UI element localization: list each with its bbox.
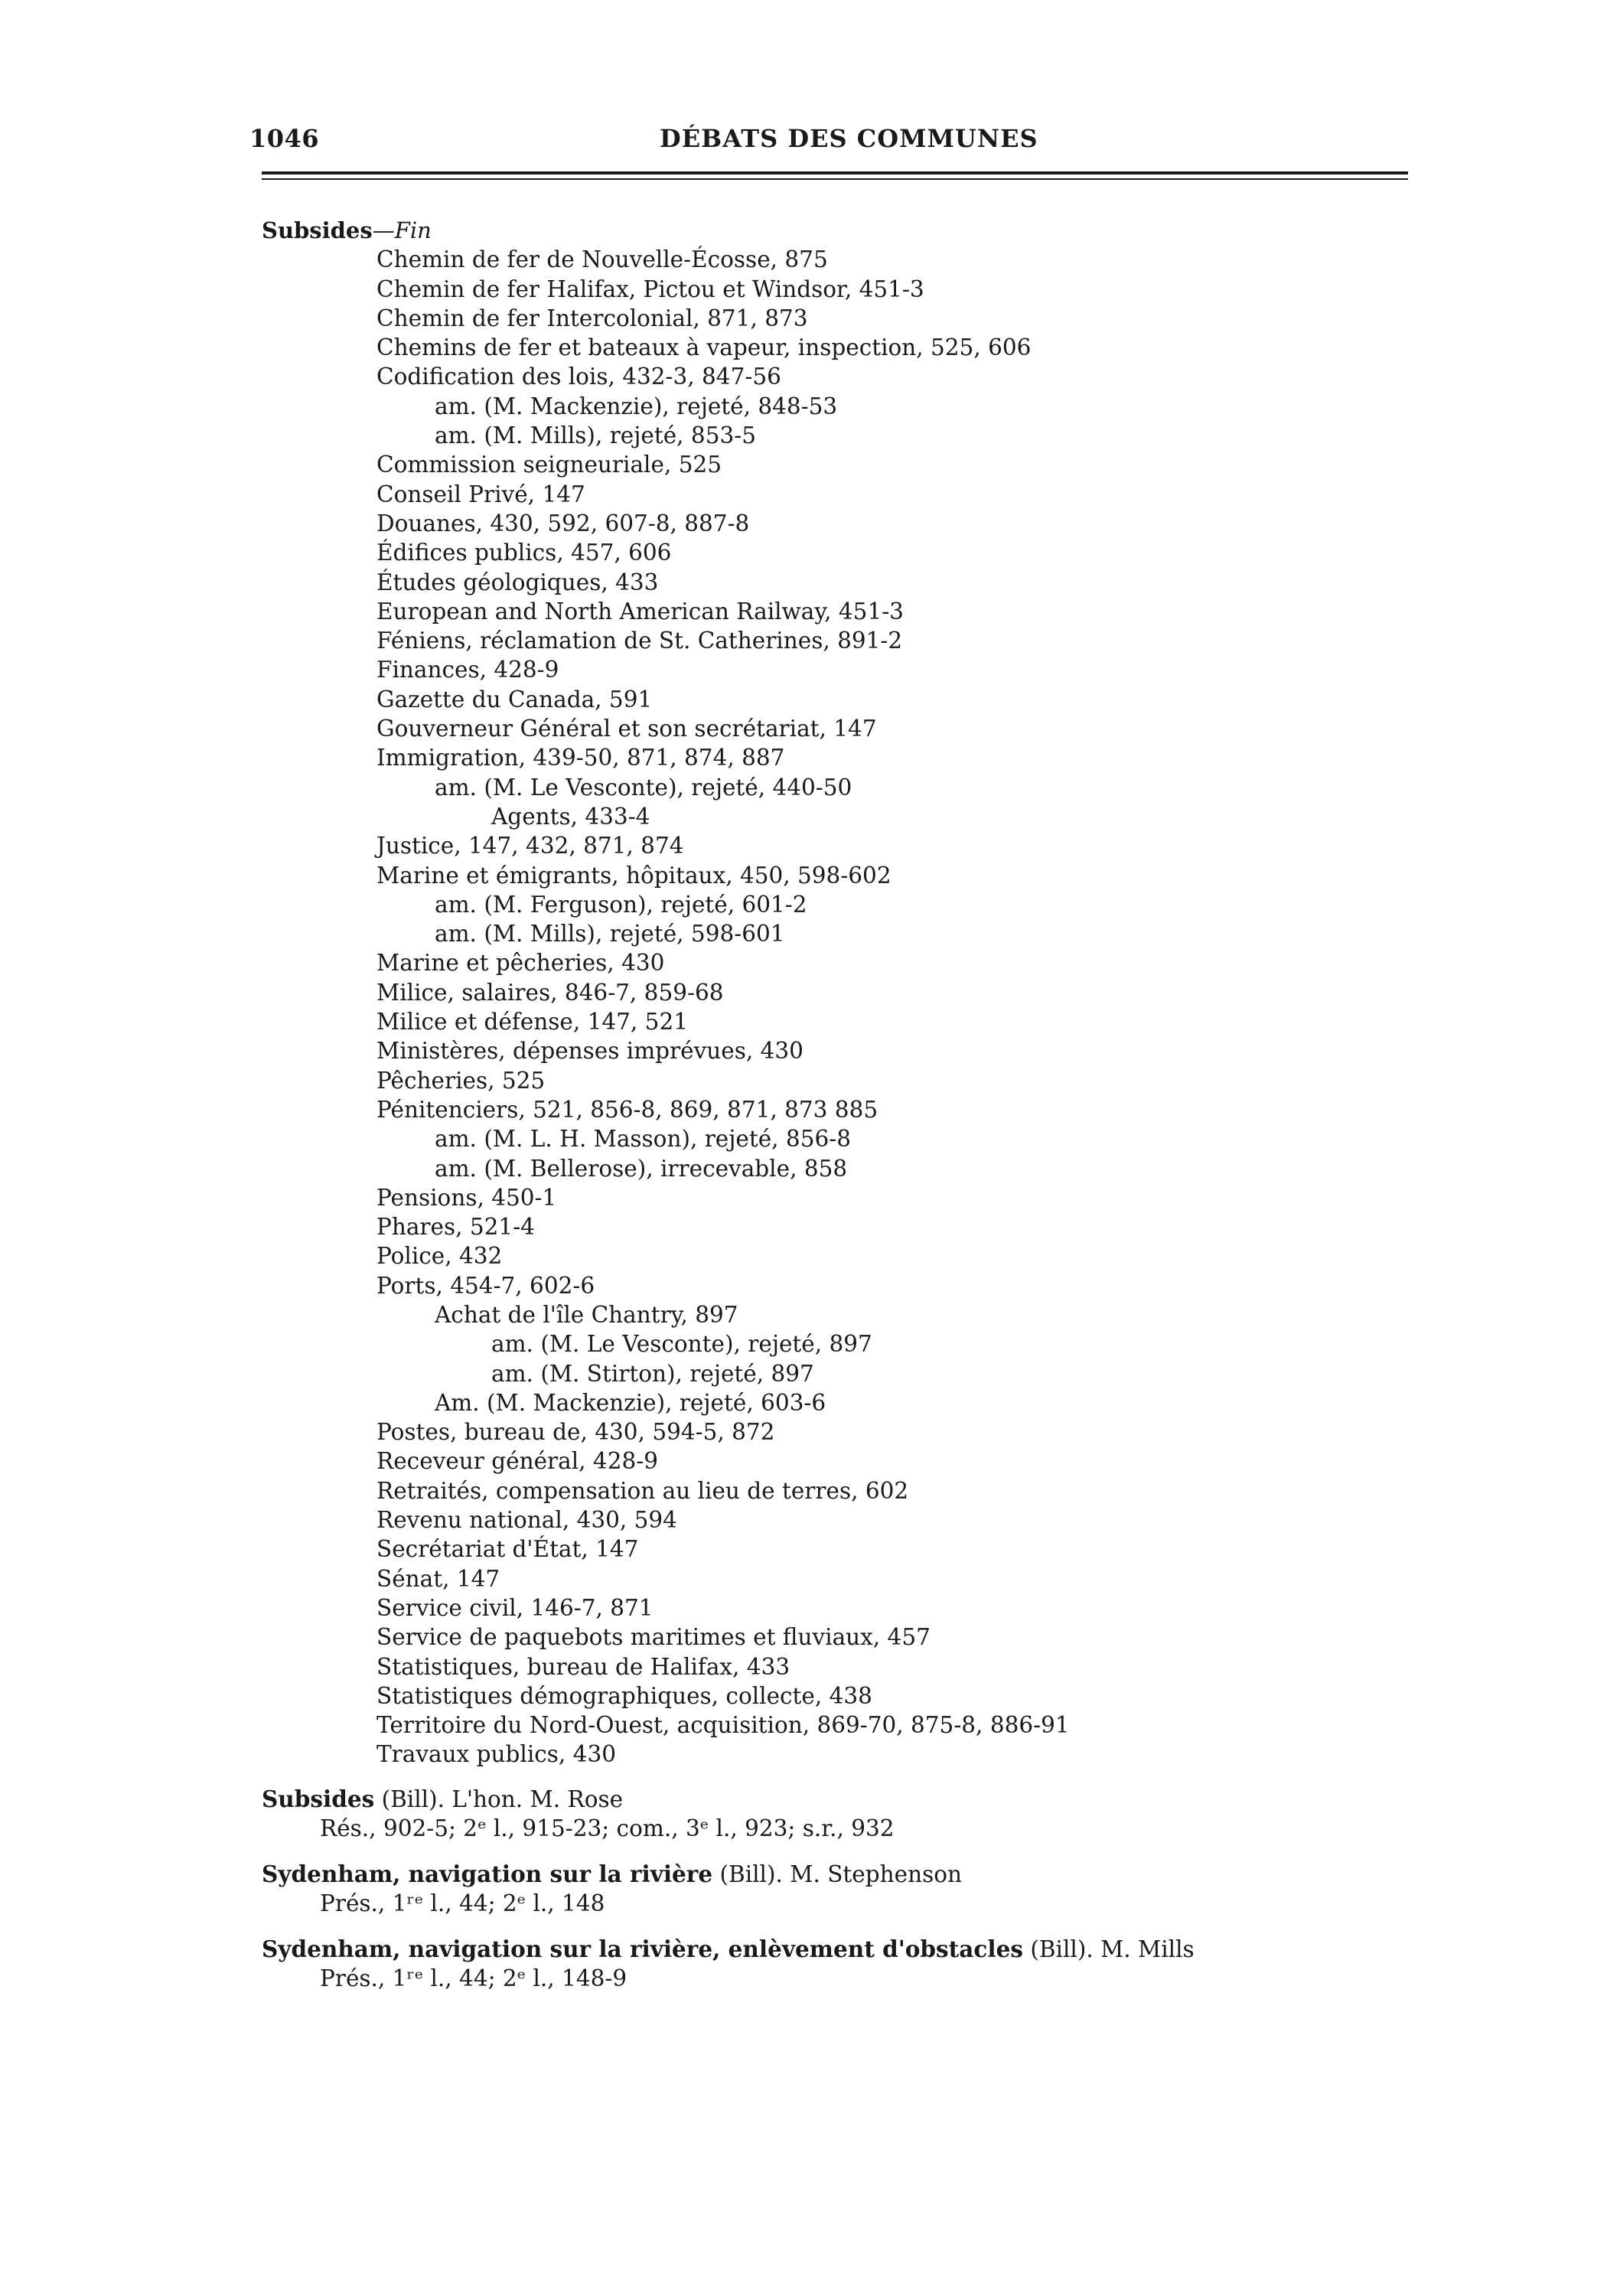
index-entry-sponsor: (Bill). M. Mills [1022,1936,1195,1962]
index-subentry: Travaux publics, 430 [376,1741,616,1768]
index-subentry: Pêcheries, 525 [376,1067,546,1094]
index-subentry: Service civil, 146-7, 871 [376,1594,654,1621]
index-subentry: European and North American Railway, 451-3 [376,598,904,625]
index-subentry: Chemin de fer Halifax, Pictou et Windsor, 451-3 [376,276,924,302]
index-entry [262,1935,1410,1993]
index-entry-sponsor: (Bill). L'hon. M. Rose [374,1786,624,1812]
index-subentry: Études géologiques, 433 [376,569,659,595]
index-body [262,216,1410,1993]
index-subentry: Phares, 521-4 [376,1214,535,1241]
index-subentry: Sénat, 147 [376,1565,500,1592]
index-subentry: Statistiques démographiques, collecte, 438 [376,1682,872,1709]
index-entry [262,1785,1410,1843]
index-subentry: am. (M. Mills), rejeté, 853-5 [435,422,756,449]
index-subentry: am. (M. Mills), rejeté, 598-601 [435,921,785,947]
index-subentry: Agents, 433-4 [491,803,650,830]
heading-continuation: —Fin [372,217,432,243]
index-subentry: Ministères, dépenses imprévues, 430 [376,1038,804,1065]
header-rule-thick [262,171,1408,174]
index-subentry: Am. (M. Mackenzie), rejeté, 603-6 [435,1389,826,1416]
index-entry-head [262,1785,1410,1814]
index-subentry: Statistiques, bureau de Halifax, 433 [376,1653,790,1680]
index-subentry: am. (M. L. H. Masson), rejeté, 856-8 [435,1126,851,1153]
index-subentry: Finances, 428-9 [376,657,559,683]
index-subentry: Chemin de fer de Nouvelle-Écosse, 875 [376,246,828,273]
index-subentry: Pensions, 450-1 [376,1184,557,1211]
subsides-subentries [262,245,1410,1769]
index-subentry: Gouverneur Général et son secrétariat, 147 [376,716,877,742]
index-subentry: Service de paquebots maritimes et fluviaux, 457 [376,1624,931,1651]
index-subentry: am. (M. Mackenzie), rejeté, 848-53 [435,393,838,419]
index-entry-title: Subsides [262,1785,375,1812]
index-subentry: Chemins de fer et bateaux à vapeur, inspection, 525, 606 [376,334,1032,361]
index-subentry: Pénitenciers, 521, 856-8, 869, 871, 873 885 [376,1096,878,1123]
index-subentry: Postes, bureau de, 430, 594-5, 872 [376,1419,775,1446]
index-entry-references: Prés., 1ʳᵉ l., 44; 2ᵉ l., 148 [320,1890,605,1916]
index-subentry: am. (M. Le Vesconte), rejeté, 440-50 [435,774,852,801]
index-subentry: Immigration, 439-50, 871, 874, 887 [376,745,785,771]
header-rule-thin [262,178,1408,180]
index-subentry: am. (M. Bellerose), irrecevable, 858 [435,1155,848,1182]
index-subentry: am. (M. Ferguson), rejeté, 601-2 [435,891,807,918]
running-head: DÉBATS DES COMMUNES [660,124,1038,153]
index-subentry: Féniens, réclamation de St. Catherines, 891-2 [376,628,903,654]
index-entry-head [262,1935,1410,1964]
index-heading-subsides [262,216,1410,245]
index-subentry: Marine et émigrants, hôpitaux, 450, 598-602 [376,862,892,889]
index-subentry: Commission seigneuriale, 525 [376,452,722,478]
index-subentry: Chemin de fer Intercolonial, 871, 873 [376,305,808,331]
index-subentry: Ports, 454-7, 602-6 [376,1272,595,1299]
index-subentry: Édifices publics, 457, 606 [376,540,672,566]
index-entry-sponsor: (Bill). M. Stephenson [712,1861,962,1887]
index-entry-head [262,1860,1410,1889]
index-entry [262,1860,1410,1918]
page-number: 1046 [249,124,320,153]
index-subentry: Receveur général, 428-9 [376,1448,658,1475]
index-entry-references: Prés., 1ʳᵉ l., 44; 2ᵉ l., 148-9 [320,1965,627,1991]
index-subentry: am. (M. Le Vesconte), rejeté, 897 [491,1331,872,1358]
index-subentry: Revenu national, 430, 594 [376,1507,677,1534]
index-subentry: am. (M. Stirton), rejeté, 897 [491,1360,814,1387]
index-subentry: Milice, salaires, 846-7, 859-68 [376,979,724,1006]
index-entries [262,1785,1410,1993]
index-subentry: Secrétariat d'État, 147 [376,1536,639,1563]
index-subentry: Retraités, compensation au lieu de terres, 602 [376,1477,909,1504]
index-subentry: Gazette du Canada, 591 [376,686,653,713]
index-subentry: Justice, 147, 432, 871, 874 [376,833,684,859]
index-entry-title: Sydenham, navigation sur la rivière, enlèvement d'obstacles [262,1935,1023,1962]
index-subentry: Marine et pêcheries, 430 [376,950,665,977]
index-subentry: Police, 432 [376,1243,503,1270]
index-subentry: Conseil Privé, 147 [376,481,585,507]
index-entry-title: Sydenham, navigation sur la rivière [262,1860,713,1887]
index-subentry: Territoire du Nord-Ouest, acquisition, 869-70, 875-8, 886-91 [376,1712,1070,1739]
index-subentry: Achat de l'île Chantry, 897 [435,1301,738,1328]
heading-term: Subsides [262,217,373,243]
index-subentry: Douanes, 430, 592, 607-8, 887-8 [376,510,750,536]
index-subentry: Codification des lois, 432-3, 847-56 [376,364,781,390]
index-entry-references: Rés., 902-5; 2ᵉ l., 915-23; com., 3ᵉ l., 923; s.r., 932 [320,1815,895,1841]
index-subentry: Milice et défense, 147, 521 [376,1009,688,1035]
